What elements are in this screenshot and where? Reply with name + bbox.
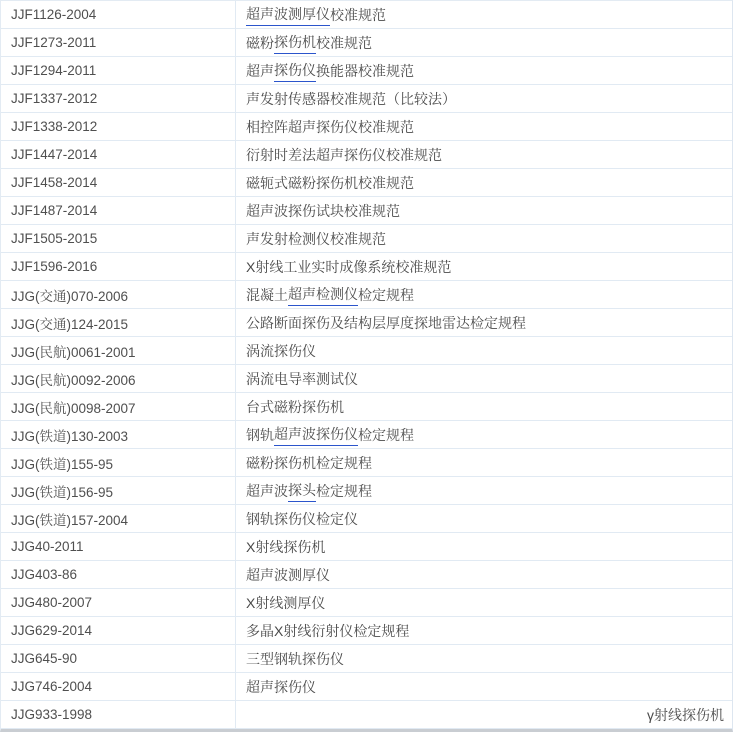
standard-title-cell [236, 85, 732, 112]
table-row [1, 141, 732, 169]
standard-title-cell [236, 57, 732, 84]
title-segment: 衍射时差法超声探伤仪校准规范 [246, 146, 442, 163]
table-row [1, 169, 732, 197]
standard-title-cell [236, 589, 732, 616]
standard-title-cell [236, 29, 732, 56]
title-segment: 检定规程 [358, 426, 414, 443]
table-row [1, 477, 732, 505]
table-row [1, 57, 732, 85]
table-row [1, 449, 732, 477]
standard-code-cell: JJG(民航)0061-2001 [1, 337, 236, 364]
table-row [1, 393, 732, 421]
table-row [1, 561, 732, 589]
table-row [1, 533, 732, 561]
standard-code-cell: JJG645-90 [1, 645, 236, 672]
term-link[interactable]: 超声波测厚仪 [246, 4, 330, 26]
term-link[interactable]: 探伤机 [274, 32, 316, 54]
standard-code-cell: JJG(民航)0098-2007 [1, 393, 236, 420]
title-segment: 声发射检测仪校准规范 [246, 230, 386, 247]
standard-code-cell: JJG(铁道)155-95 [1, 449, 236, 476]
title-segment: 钢轨 [246, 426, 274, 443]
title-segment: 超声波测厚仪 [246, 566, 330, 583]
title-segment: 磁粉 [246, 34, 274, 51]
table-row [1, 281, 732, 309]
standard-code-cell: JJF1447-2014 [1, 141, 236, 168]
standard-code-cell: JJG933-1998 [1, 701, 236, 728]
title-segment: 涡流电导率测试仪 [246, 370, 358, 387]
table-row [1, 617, 732, 645]
title-segment: 声发射传感器校准规范（比较法） [246, 90, 456, 107]
title-segment: 钢轨探伤仪检定仪 [246, 510, 358, 527]
standard-title-cell [236, 197, 732, 224]
title-segment: 超声探伤仪 [246, 678, 316, 695]
standard-title-cell [236, 477, 732, 504]
standard-code-cell: JJG480-2007 [1, 589, 236, 616]
title-segment: 多晶X射线衍射仪检定规程 [246, 622, 410, 639]
standard-title-cell [236, 365, 732, 392]
standard-title-cell [236, 561, 732, 588]
standard-title-cell [236, 281, 732, 308]
standard-title-cell [236, 393, 732, 420]
standard-code-cell: JJF1596-2016 [1, 253, 236, 280]
title-segment: 超声波探伤试块校准规范 [246, 202, 400, 219]
standard-code-cell: JJF1338-2012 [1, 113, 236, 140]
standard-title-cell [236, 617, 732, 644]
standard-title-cell [236, 113, 732, 140]
standard-title-cell [236, 673, 732, 700]
title-segment: 相控阵超声探伤仪校准规范 [246, 118, 414, 135]
standard-code-cell: JJF1273-2011 [1, 29, 236, 56]
standard-code-cell: JJG40-2011 [1, 533, 236, 560]
table-row [1, 673, 732, 701]
table-row [1, 505, 732, 533]
standard-code-cell: JJF1458-2014 [1, 169, 236, 196]
standard-code-cell: JJF1126-2004 [1, 1, 236, 28]
table-row [1, 113, 732, 141]
standard-code-cell: JJG(铁道)130-2003 [1, 421, 236, 448]
standard-title-cell [236, 421, 732, 448]
title-segment: 公路断面探伤及结构层厚度探地雷达检定规程 [246, 314, 526, 331]
standard-code-cell: JJG(民航)0092-2006 [1, 365, 236, 392]
standard-title-cell [236, 505, 732, 532]
title-segment: 超声波 [246, 482, 288, 499]
term-link[interactable]: 超声检测仪 [288, 284, 358, 306]
standard-title-cell [236, 141, 732, 168]
term-link[interactable]: 超声波探伤仪 [274, 424, 358, 446]
table-row [1, 225, 732, 253]
table-row [1, 645, 732, 673]
title-segment: 检定规程 [316, 482, 372, 499]
title-segment: 台式磁粉探伤机 [246, 398, 344, 415]
title-segment: 涡流探伤仪 [246, 342, 316, 359]
table-row [1, 309, 732, 337]
table-row [1, 701, 732, 729]
table-row [1, 1, 732, 29]
standard-title-cell [236, 337, 732, 364]
standard-title-cell [236, 1, 732, 28]
title-segment: 三型钢轨探伤仪 [246, 650, 344, 667]
table-row [1, 337, 732, 365]
standard-code-cell: JJG(铁道)156-95 [1, 477, 236, 504]
standard-code-cell: JJG(交通)070-2006 [1, 281, 236, 308]
table-row [1, 29, 732, 57]
table-row [1, 589, 732, 617]
standard-title-cell [236, 169, 732, 196]
title-segment: γ射线探伤机 [647, 706, 724, 723]
standard-title-cell [236, 449, 732, 476]
table-row [1, 253, 732, 281]
title-segment: X射线测厚仪 [246, 594, 326, 611]
standard-code-cell: JJF1505-2015 [1, 225, 236, 252]
standard-code-cell: JJG(铁道)157-2004 [1, 505, 236, 532]
standard-code-cell: JJG403-86 [1, 561, 236, 588]
table-row [1, 85, 732, 113]
title-segment: 磁粉探伤机检定规程 [246, 454, 372, 471]
term-link[interactable]: 探伤仪 [274, 60, 316, 82]
standard-title-cell [236, 225, 732, 252]
title-segment: X射线工业实时成像系统校准规范 [246, 258, 452, 275]
title-segment: 混凝土 [246, 286, 288, 303]
standard-code-cell: JJG(交通)124-2015 [1, 309, 236, 336]
term-link[interactable]: 探头 [288, 480, 316, 502]
title-segment: 检定规程 [358, 286, 414, 303]
standard-code-cell: JJG746-2004 [1, 673, 236, 700]
standard-title-cell [236, 533, 732, 560]
standard-code-cell: JJF1337-2012 [1, 85, 236, 112]
title-segment: X射线探伤机 [246, 538, 326, 555]
title-segment: 换能器校准规范 [316, 62, 414, 79]
title-segment: 磁轭式磁粉探伤机校准规范 [246, 174, 414, 191]
standard-title-cell [236, 309, 732, 336]
table-row [1, 421, 732, 449]
standard-title-cell [236, 645, 732, 672]
table-row [1, 365, 732, 393]
table-row [1, 197, 732, 225]
standard-code-cell: JJG629-2014 [1, 617, 236, 644]
title-segment: 校准规范 [330, 6, 386, 23]
title-segment: 超声 [246, 62, 274, 79]
standard-title-cell [236, 701, 732, 728]
standard-code-cell: JJF1487-2014 [1, 197, 236, 224]
standard-title-cell [236, 253, 732, 280]
title-segment: 校准规范 [316, 34, 372, 51]
standard-code-cell: JJF1294-2011 [1, 57, 236, 84]
